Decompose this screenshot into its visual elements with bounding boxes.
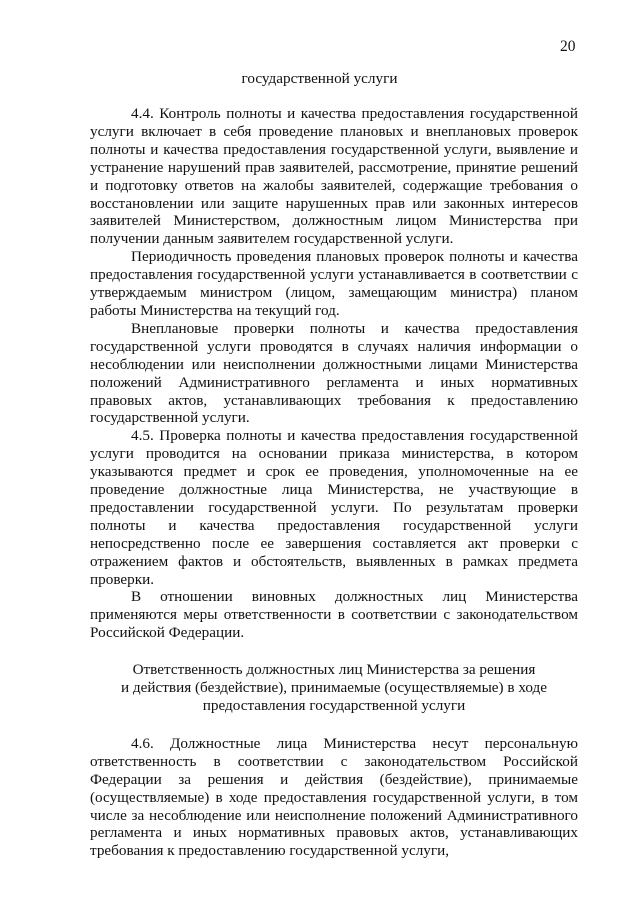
- paragraph-unscheduled-checks: Внеплановые проверки полноты и качества предоставления государственной услуги проводятся в случаях наличия информации о несоблюдении или неисполнении должностными лицами Министерства положений Административного регламента и иных нормативных правовых актов, устанавливающих требования к предоставлению государственной услуги.: [90, 319, 578, 427]
- paragraph-liability-measures: В отношении виновных должностных лиц Министерства применяются меры ответственности в соответствии с законодательством Российской Федерации.: [90, 588, 578, 642]
- section-heading-line-1: Ответственность должностных лиц Министерства за решения: [132, 661, 536, 679]
- section-heading-line-2: и действия (бездействие), принимаемые (осуществляемые) в ходе: [121, 679, 547, 697]
- body-text: [90, 105, 578, 860]
- paragraph-4-5: 4.5. Проверка полноты и качества предоставления государственной услуги проводится на основании приказа министерства, в котором указываются предмет и срок ее проведения, уполномоченные на ее проведение должностные лица Министерства, не участвующие в предоставлении государственной услуги. По результатам проверки полноты и качества предоставления государственной услуги непосредственно после ее завершения составляется акт проверки с отражением фактов и обстоятельств, выявленных в рамках предмета проверки.: [90, 427, 578, 588]
- paragraph-4-6: 4.6. Должностные лица Министерства несут персональную ответственность в соответствии с законодательством Российской Федерации за решения и действия (бездействие), принимаемые (осуществляемые) в ходе предоставления государственной услуги, в том числе за несоблюдение или неисполнение положений Административного регламента и иных нормативных правовых актов, устанавливающих требования к предоставлению государственной услуги,: [90, 734, 578, 860]
- section-heading: [90, 661, 578, 715]
- paragraph-scheduled-checks: Периодичность проведения плановых проверок полноты и качества предоставления государственной услуги устанавливается в соответствии с утверждаемым министром (лицом, замещающим министра) планом работы Министерства на текущий год.: [90, 248, 578, 319]
- paragraph-4-4: 4.4. Контроль полноты и качества предоставления государственной услуги включает в себя проведение плановых и внеплановых проверок полноты и качества предоставления государственной услуги, выявление и устранение нарушений прав заявителей, рассмотрение, принятие решений и подготовку ответов на жалобы заявителей, содержащие требования о восстановлении или защите нарушенных прав или законных интересов заявителей Министерством, должностным лицом Министерства при получении данным заявителем государственной услуги.: [90, 105, 578, 248]
- page-number: 20: [560, 38, 576, 55]
- section-heading-line-3: предоставления государственной услуги: [202, 697, 466, 714]
- continuation-text: государственной услуги: [241, 70, 398, 87]
